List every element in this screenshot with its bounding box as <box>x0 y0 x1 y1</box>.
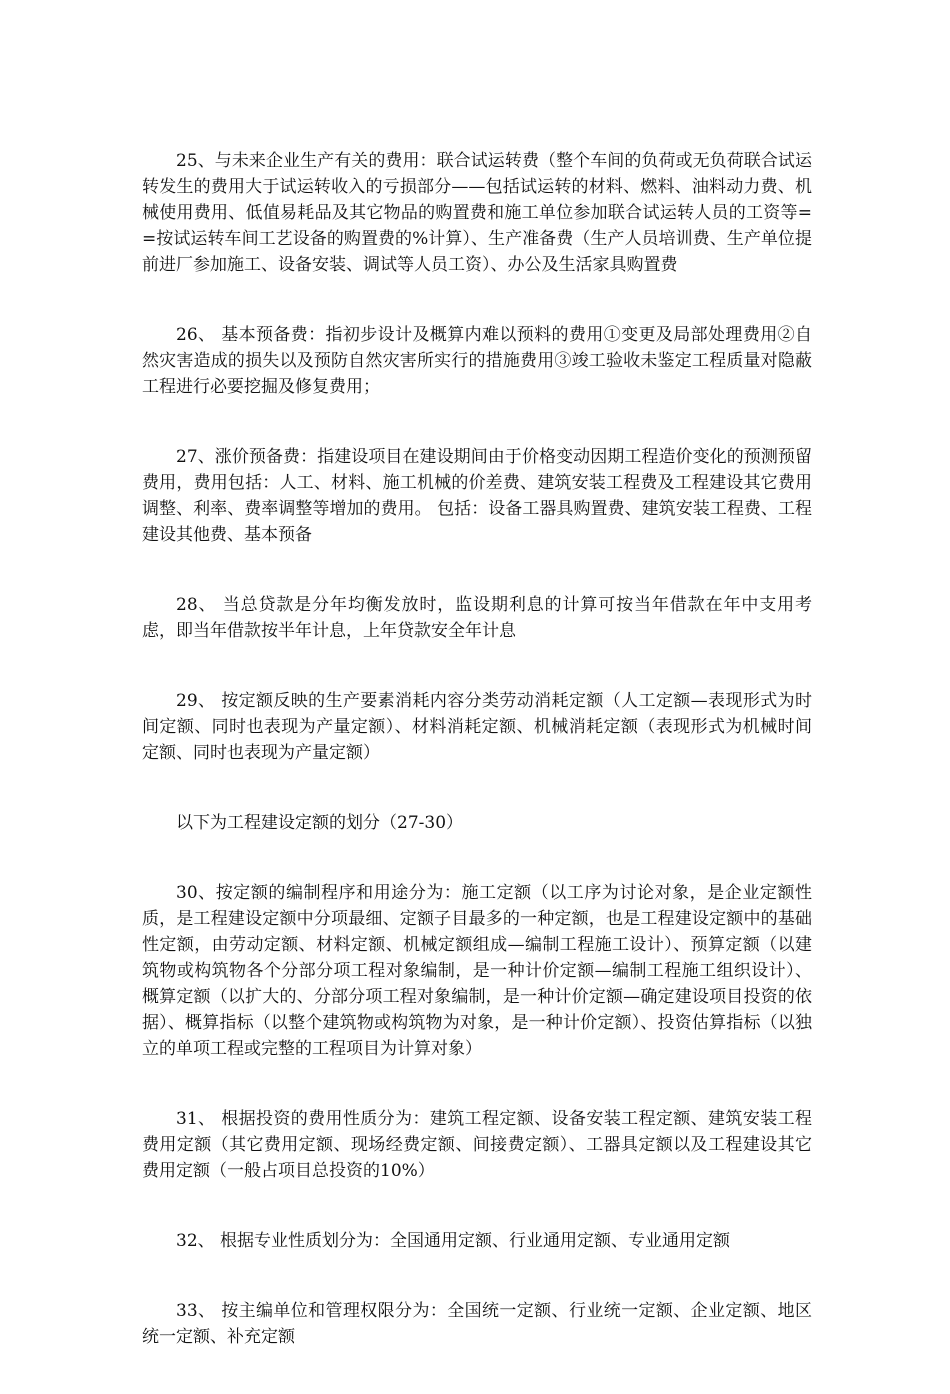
paragraph-30: 30、按定额的编制程序和用途分为：施工定额（以工序为讨论对象，是企业定额性质，是工程建设定额中分项最细、定额子目最多的一种定额，也是工程建设定额中的基础性定额，由劳动定额、材料定额、机械定额组成—编制工程施工设计）、预算定额（以建筑物或构筑物各个分部分项工程对象编制，是一种计价定额—编制工程施工组织设计）、概算定额（以扩大的、分部分项工程对象编制，是一种计价定额—确定建设项目投资的依据）、概算指标（以整个建筑物或构筑物为对象，是一种计价定额）、投资估算指标（以独立的单项工程或完整的工程项目为计算对象） <box>142 883 812 1059</box>
paragraph-25: 25、与未来企业生产有关的费用：联合试运转费（整个车间的负荷或无负荷联合试运转发生的费用大于试运转收入的亏损部分——包括试运转的材料、燃料、油料动力费、机械使用费用、低值易耗品及其它物品的购置费和施工单位参加联合试运转人员的工资等==按试运转车间工艺设备的购置费的%计算）、生产准备费（生产人员培训费、生产单位提前进厂参加施工、设备安装、调试等人员工资）、办公及生活家具购置费 <box>142 151 812 275</box>
paragraph-26: 26、 基本预备费：指初步设计及概算内难以预料的费用①变更及局部处理费用②自然灾害造成的损失以及预防自然灾害所实行的措施费用③竣工验收未鉴定工程质量对隐蔽工程进行必要挖掘及修复费用； <box>142 325 812 397</box>
paragraph-32: 32、 根据专业性质划分为：全国通用定额、行业通用定额、专业通用定额 <box>176 1231 731 1251</box>
section-note: 以下为工程建设定额的划分（27-30） <box>176 813 464 833</box>
paragraph-33: 33、 按主编单位和管理权限分为：全国统一定额、行业统一定额、企业定额、地区统一定额、补充定额 <box>142 1301 812 1347</box>
paragraph-29: 29、 按定额反映的生产要素消耗内容分类劳动消耗定额（人工定额—表现形式为时间定额、同时也表现为产量定额）、材料消耗定额、机械消耗定额（表现形式为机械时间定额、同时也表现为产量定额） <box>142 691 812 763</box>
paragraph-28: 28、 当总贷款是分年均衡发放时，监设期利息的计算可按当年借款在年中支用考虑，即当年借款按半年计息，上年贷款安全年计息 <box>142 595 812 641</box>
paragraph-31: 31、 根据投资的费用性质分为：建筑工程定额、设备安装工程定额、建筑安装工程费用定额（其它费用定额、现场经费定额、间接费定额）、工器具定额以及工程建设其它费用定额（一般占项目总投资的10%） <box>142 1109 812 1181</box>
paragraph-27: 27、涨价预备费：指建设项目在建设期间由于价格变动因期工程造价变化的预测预留费用，费用包括：人工、材料、施工机械的价差费、建筑安装工程费及工程建设其它费用调整、利率、费率调整等增加的费用。 包括：设备工器具购置费、建筑安装工程费、工程建设其他费、基本预备 <box>142 447 812 545</box>
document-body <box>142 148 812 1394</box>
